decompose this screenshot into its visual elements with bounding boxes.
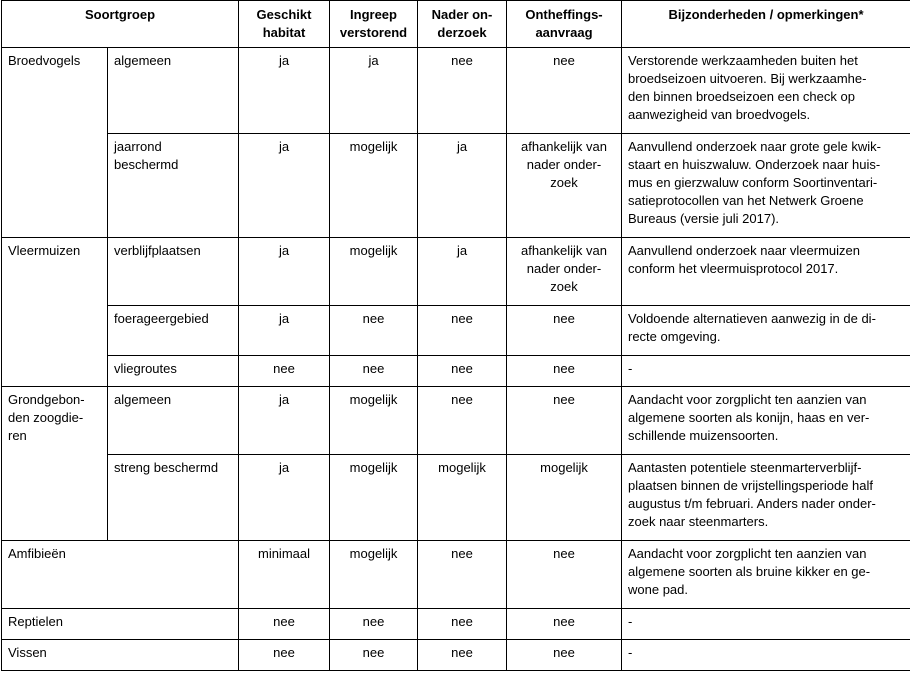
opmerking-cell: -: [622, 640, 910, 671]
subgroup-cell: algemeen: [108, 387, 239, 455]
habitat-cell: nee: [239, 609, 330, 640]
nader-cell: nee: [418, 640, 507, 671]
nader-cell: mogelijk: [418, 455, 507, 541]
opmerking-cell: Aandacht voor zorgplicht ten aanzien van algemene soorten als konijn, haas en ver- schillende muizensoorten.: [622, 387, 910, 455]
nader-cell: nee: [418, 541, 507, 609]
group-amfibieen: Amfibieën: [2, 541, 239, 609]
ingreep-cell: nee: [330, 356, 418, 387]
ingreep-cell: ja: [330, 48, 418, 134]
ontheffing-cell: mogelijk: [507, 455, 622, 541]
subgroup-cell: streng beschermd: [108, 455, 239, 541]
subgroup-cell: jaarrond beschermd: [108, 134, 239, 238]
header-ontheffingsaanvraag: Ontheffings- aanvraag: [507, 1, 622, 48]
table-row: [2, 134, 910, 238]
nader-cell: nee: [418, 356, 507, 387]
header-row: [2, 1, 910, 48]
table-row: [2, 306, 910, 356]
header-geschikt-habitat: Geschikt habitat: [239, 1, 330, 48]
nader-cell: ja: [418, 134, 507, 238]
opmerking-cell: -: [622, 356, 910, 387]
header-nader-onderzoek: Nader on- derzoek: [418, 1, 507, 48]
ingreep-cell: mogelijk: [330, 238, 418, 306]
nader-cell: nee: [418, 306, 507, 356]
habitat-cell: nee: [239, 356, 330, 387]
ingreep-cell: mogelijk: [330, 387, 418, 455]
ontheffing-cell: nee: [507, 306, 622, 356]
opmerking-cell: Verstorende werkzaamheden buiten het broedseizoen uitvoeren. Bij werkzaamhe- den binnen broedseizoen een check op aanwezigheid van broedvogels.: [622, 48, 910, 134]
header-soortgroep: Soortgroep: [2, 1, 239, 48]
header-bijzonderheden: Bijzonderheden / opmerkingen*: [622, 1, 910, 48]
table-row: [2, 455, 910, 541]
nader-cell: nee: [418, 609, 507, 640]
habitat-cell: minimaal: [239, 541, 330, 609]
ingreep-cell: nee: [330, 609, 418, 640]
subgroup-cell: verblijfplaatsen: [108, 238, 239, 306]
ingreep-cell: mogelijk: [330, 455, 418, 541]
ontheffing-cell: nee: [507, 640, 622, 671]
ingreep-cell: nee: [330, 306, 418, 356]
table-row: [2, 541, 910, 609]
subgroup-cell: algemeen: [108, 48, 239, 134]
table-row: [2, 640, 910, 671]
group-reptielen: Reptielen: [2, 609, 239, 640]
ontheffing-cell: nee: [507, 387, 622, 455]
subgroup-cell: foerageergebied: [108, 306, 239, 356]
ingreep-cell: mogelijk: [330, 134, 418, 238]
habitat-cell: ja: [239, 134, 330, 238]
opmerking-cell: Aandacht voor zorgplicht ten aanzien van algemene soorten als bruine kikker en ge- wone pad.: [622, 541, 910, 609]
header-ingreep-verstorend: Ingreep verstorend: [330, 1, 418, 48]
opmerking-cell: Aantasten potentiele steenmarterverblijf- plaatsen binnen de vrijstellingsperiode half augustus t/m februari. Anders nader onder- zoek naar steenmarters.: [622, 455, 910, 541]
ontheffing-cell: afhankelijk van nader onder- zoek: [507, 134, 622, 238]
group-vissen: Vissen: [2, 640, 239, 671]
table-row: [2, 48, 910, 134]
species-assessment-table: [1, 0, 910, 671]
nader-cell: nee: [418, 48, 507, 134]
nader-cell: nee: [418, 387, 507, 455]
ontheffing-cell: nee: [507, 609, 622, 640]
group-grondgebonden-zoogdieren: Grondgebon- den zoogdie- ren: [2, 387, 108, 541]
table-row: [2, 356, 910, 387]
ontheffing-cell: nee: [507, 48, 622, 134]
opmerking-cell: Aanvullend onderzoek naar grote gele kwik- staart en huiszwaluw. Onderzoek naar huis- mus en gierzwaluw conform Soortinventari- satieprotocollen van het Netwerk Groene Bureaus (versie juli 2017).: [622, 134, 910, 238]
habitat-cell: ja: [239, 455, 330, 541]
habitat-cell: ja: [239, 238, 330, 306]
habitat-cell: ja: [239, 306, 330, 356]
ontheffing-cell: nee: [507, 541, 622, 609]
table-row: [2, 238, 910, 306]
subgroup-cell: vliegroutes: [108, 356, 239, 387]
opmerking-cell: -: [622, 609, 910, 640]
ingreep-cell: nee: [330, 640, 418, 671]
opmerking-cell: Aanvullend onderzoek naar vleermuizen conform het vleermuisprotocol 2017.: [622, 238, 910, 306]
table-row: [2, 609, 910, 640]
ontheffing-cell: nee: [507, 356, 622, 387]
habitat-cell: ja: [239, 387, 330, 455]
habitat-cell: ja: [239, 48, 330, 134]
habitat-cell: nee: [239, 640, 330, 671]
group-vleermuizen: Vleermuizen: [2, 238, 108, 387]
group-broedvogels: Broedvogels: [2, 48, 108, 238]
nader-cell: ja: [418, 238, 507, 306]
table-row: [2, 387, 910, 455]
opmerking-cell: Voldoende alternatieven aanwezig in de di- recte omgeving.: [622, 306, 910, 356]
ontheffing-cell: afhankelijk van nader onder- zoek: [507, 238, 622, 306]
ingreep-cell: mogelijk: [330, 541, 418, 609]
